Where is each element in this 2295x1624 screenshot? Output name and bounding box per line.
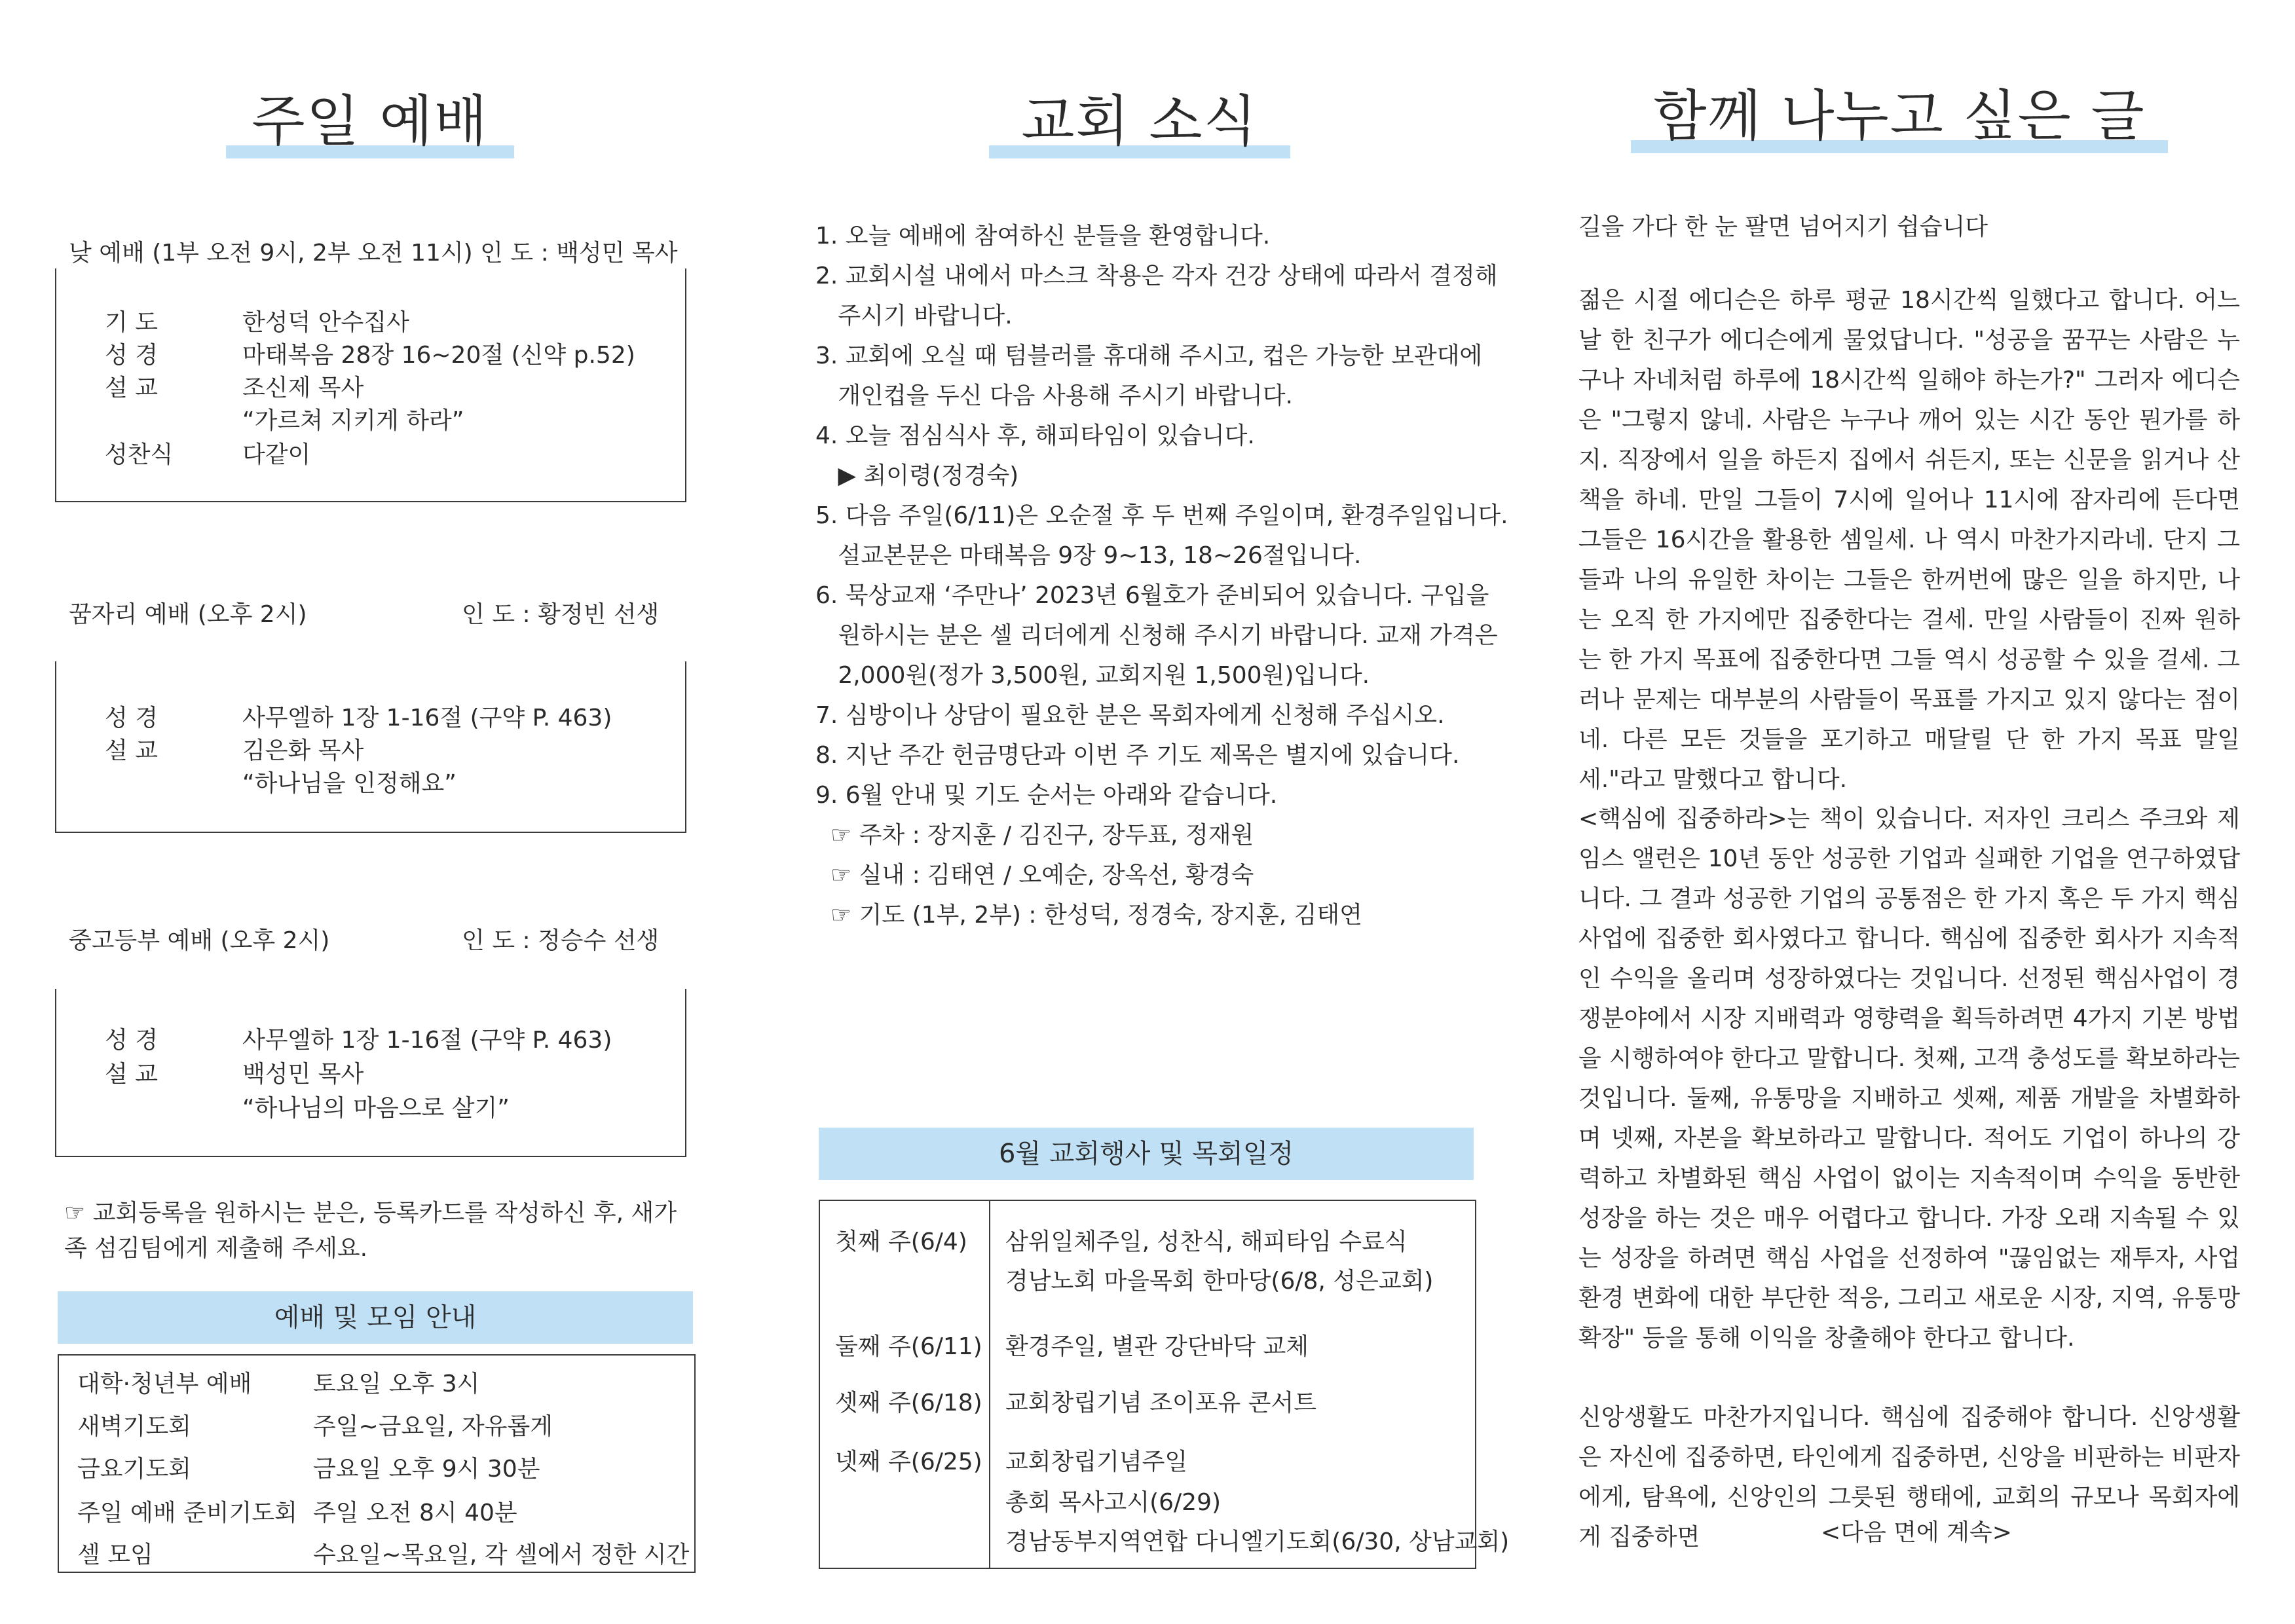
news-line: ☞ 주차 : 장지훈 / 김진구, 장두표, 정재원 (815, 822, 1254, 849)
item-value: 사무엘하 1장 1-16절 (구약 P. 463) (242, 1027, 612, 1054)
event-line: 삼위일체주일, 성찬식, 해피타임 수료식 (1005, 1228, 1408, 1255)
event-week: 셋째 주(6/18) (835, 1390, 982, 1416)
event-week: 넷째 주(6/25) (835, 1449, 982, 1475)
meeting-time: 금요일 오후 9시 30분 (313, 1456, 540, 1483)
item-label: 설 교 (105, 375, 158, 401)
news-line: ☞ 기도 (1부, 2부) : 한성덕, 정경숙, 장지훈, 김태연 (815, 902, 1362, 929)
events-title: 6월 교회행사 및 목회일정 (819, 1128, 1474, 1180)
section-title: 교회 소식 (1021, 89, 1258, 153)
left-column (0, 0, 740, 1624)
news-line: 1. 오늘 예배에 참여하신 분들을 환영합니다. (815, 223, 1271, 249)
news-line: 7. 심방이나 상담이 필요한 분은 목회자에게 신청해 주십시오. (815, 702, 1445, 729)
essay-paragraph: 신앙생활도 마찬가지입니다. 핵심에 집중해야 합니다. 신앙생활은 자신에 집중하면, 타인에게 집중하면, 신앙을 비판하는 비판자에게, 탐욕에, 신앙인의 그릇된 행태에, 교회의 규모나 목회자에게 집중하면 (1578, 1404, 2240, 1551)
news-line: 2,000원(정가 3,500원, 교회지원 1,500원)입니다. (815, 662, 1370, 689)
meeting-time: 주일~금요일, 자유롭게 (313, 1413, 553, 1440)
item-value: 다같이 (242, 441, 311, 468)
service-head: 중고등부 예배 (오후 2시) (69, 927, 330, 954)
item-value: “하나님의 마음으로 살기” (242, 1095, 510, 1122)
event-line: 교회창립기념주일 (1005, 1449, 1188, 1475)
item-value: 김은화 목사 (242, 737, 364, 764)
meeting-name: 새벽기도회 (77, 1413, 191, 1440)
item-label: 기 도 (105, 309, 158, 336)
item-label: 설 교 (105, 737, 158, 764)
meeting-time: 주일 오전 8시 40분 (313, 1500, 517, 1526)
news-line: 개인컵을 두신 다음 사용해 주시기 바랍니다. (815, 382, 1293, 409)
event-line: 환경주일, 별관 강단바닥 교체 (1005, 1333, 1309, 1360)
event-line: 경남노회 마을목회 한마당(6/8, 성은교회) (1005, 1268, 1434, 1295)
essay-subtitle: 길을 가다 한 눈 팔면 넘어지기 쉽습니다 (1578, 213, 1988, 240)
registration-note: ☞ 교회등록을 원하시는 분은, 등록카드를 작성하신 후, 새가족 섬김팀에게 제출해 주세요. (64, 1200, 677, 1262)
item-label: 설 교 (105, 1061, 158, 1088)
service-leader: 인 도 : 정승수 선생 (462, 927, 660, 954)
meeting-title: 예배 및 모임 안내 (58, 1291, 693, 1344)
news-line: 5. 다음 주일(6/11)은 오순절 후 두 번째 주일이며, 환경주일입니다. (815, 502, 1508, 529)
item-label: 성 경 (105, 342, 158, 369)
essay-paragraph: <핵심에 집중하라>는 책이 있습니다. 저자인 크리스 주크와 제임스 앨런은 10년 동안 성공한 기업과 실패한 기업을 연구하였답니다. 그 결과 성공한 기업의 공통점은 한 가지 혹은 두 가지 핵심사업에 집중한 회사였다고 합니다. 핵심에 집중한 회사가 지속적인 수익을 올리며 성장하였다는 것입니다. 선정된 핵심사업이 경쟁분야에서 시장 지배력과 영향력을 획득하려면 4가지 기본 방법을 시행하여야 한다고 말합니다. 첫째, 고객 충성도를 확보하라는 것입니다. 둘째, 유통망을 지배하고 셋째, 제품 개발을 차별화하며 넷째, 자본을 확보하라고 말합니다. 적어도 기업이 하나의 강력하고 차별화된 핵심 사업이 없이는 지속적이며 수익을 동반한 성장을 하는 것은 매우 어렵다고 합니다. 가장 오래 지속될 수 있는 성장을 하려면 핵심 사업을 선정하여 "끊임없는 재투자, 사업 환경 변화에 대한 부단한 적응, 그리고 새로운 시장, 지역, 유통망 확장" 등을 통해 이익을 창출해야 한다고 합니다. (1578, 805, 2240, 1352)
middle-column (779, 0, 1520, 1624)
event-line: 경남동부지역연합 다니엘기도회(6/30, 상남교회) (1005, 1528, 1510, 1555)
item-label: 성찬식 (105, 441, 174, 468)
news-line: 8. 지난 주간 헌금명단과 이번 주 기도 제목은 별지에 있습니다. (815, 742, 1460, 769)
item-value: 조신제 목사 (242, 375, 364, 401)
news-line: ▶ 최이령(정경숙) (815, 462, 1019, 489)
service-head: 낮 예배 (1부 오전 9시, 2부 오전 11시) 인 도 : 백성민 목사 (69, 240, 678, 267)
title-wrap (226, 77, 514, 157)
item-value: 마태복음 28장 16~20절 (신약 p.52) (242, 342, 635, 369)
service-head: 꿈자리 예배 (오후 2시) (69, 601, 307, 628)
essay-paragraph: 젊은 시절 에디슨은 하루 평균 18시간씩 일했다고 합니다. 어느 날 한 친구가 에디슨에게 물었답니다. "성공을 꿈꾸는 사람은 누구나 자네처럼 하루에 18시간씩 일해야 하는가?" 그러자 에디슨은 "그렇지 않네. 사람은 누구나 깨어 있는 시간 동안 뭔가를 하지. 직장에서 일을 하든지 집에서 쉬든지, 또는 신문을 읽거나 산책을 하네. 만일 그들이 7시에 일어나 11시에 잠자리에 든다면 그들은 16시간을 활용한 셈일세. 나 역시 마찬가지라네. 단지 그들과 나의 유일한 차이는 그들은 한꺼번에 많은 일을 하지만, 나는 오직 한 가지에만 집중한다는 걸세. 만일 사람들이 진짜 원하는 한 가지 목표에 집중한다면 그들 역시 성공할 수 있을 걸세. 그러나 문제는 대부분의 사람들이 목표를 가지고 있지 않다는 점이네. 다른 모든 것들을 포기하고 매달릴 단 한 가지 목표 말일세."라고 말했다고 합니다. (1578, 287, 2240, 793)
news-line: 6. 묵상교재 ‘주만나’ 2023년 6월호가 준비되어 있습니다. 구입을 (815, 582, 1489, 609)
item-value: “가르쳐 지키게 하라” (242, 407, 464, 434)
events-divider (989, 1200, 990, 1569)
item-label: 성 경 (105, 1027, 158, 1054)
news-line: 9. 6월 안내 및 기도 순서는 아래와 같습니다. (815, 782, 1278, 809)
title-wrap (1631, 72, 2168, 151)
title-wrap (989, 77, 1290, 157)
item-value: 한성덕 안수집사 (242, 309, 409, 336)
item-value: 백성민 목사 (242, 1061, 364, 1088)
section-title: 함께 나누고 싶은 글 (1653, 84, 2146, 148)
section-title: 주일 예배 (252, 89, 489, 153)
event-week: 첫째 주(6/4) (835, 1228, 967, 1255)
news-line: 3. 교회에 오실 때 텀블러를 휴대해 주시고, 컵은 가능한 보관대에 (815, 342, 1483, 369)
meeting-name: 주일 예배 준비기도회 (77, 1500, 297, 1526)
news-line: ☞ 실내 : 김태연 / 오예순, 장옥선, 황경숙 (815, 862, 1254, 889)
item-value: 사무엘하 1장 1-16절 (구약 P. 463) (242, 705, 612, 731)
news-line: 주시기 바랍니다. (815, 303, 1013, 329)
news-line: 2. 교회시설 내에서 마스크 착용은 각자 건강 상태에 따라서 결정해 (815, 263, 1498, 289)
event-line: 교회창립기념 조이포유 콘서트 (1005, 1390, 1316, 1416)
meeting-name: 셀 모임 (77, 1541, 153, 1568)
news-line: 4. 오늘 점심식사 후, 해피타임이 있습니다. (815, 422, 1255, 449)
event-line: 총회 목사고시(6/29) (1005, 1489, 1222, 1516)
event-week: 둘째 주(6/11) (835, 1333, 982, 1360)
meeting-time: 수요일~목요일, 각 셀에서 정한 시간 (313, 1541, 690, 1568)
right-column (1559, 0, 2295, 1624)
service-leader: 인 도 : 황정빈 선생 (462, 601, 660, 628)
continue-note: <다음 면에 계속> (1821, 1519, 2012, 1546)
news-line: 설교본문은 마태복음 9장 9~13, 18~26절입니다. (815, 542, 1362, 569)
item-label: 성 경 (105, 705, 158, 731)
news-line: 원하시는 분은 셀 리더에게 신청해 주시기 바랍니다. 교재 가격은 (815, 622, 1498, 649)
meeting-time: 토요일 오후 3시 (313, 1371, 480, 1397)
meeting-name: 대학·청년부 예배 (77, 1371, 252, 1397)
meeting-name: 금요기도회 (77, 1456, 191, 1483)
item-value: “하나님을 인정해요” (242, 770, 457, 797)
